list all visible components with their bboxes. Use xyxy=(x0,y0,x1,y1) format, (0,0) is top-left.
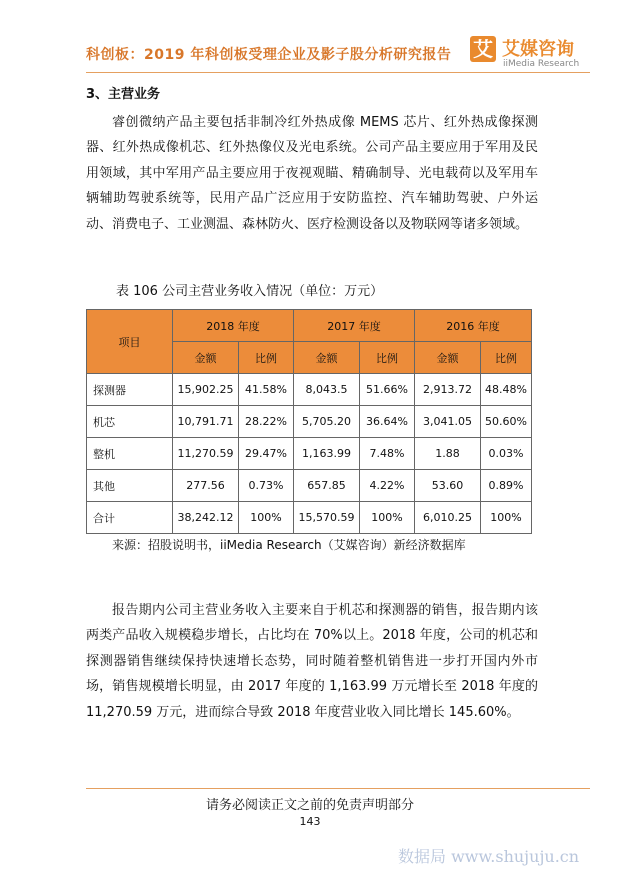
table-cell: 48.48% xyxy=(481,374,532,406)
page-number: 143 xyxy=(299,815,321,828)
table-cell: 15,570.59 xyxy=(294,502,360,534)
business-paragraph xyxy=(86,110,538,237)
row-label: 其他 xyxy=(87,470,173,502)
table-cell: 51.66% xyxy=(360,374,415,406)
table-cell: 29.47% xyxy=(239,438,294,470)
table-cell: 100% xyxy=(360,502,415,534)
table-cell: 6,010.25 xyxy=(415,502,481,534)
table-cell: 100% xyxy=(239,502,294,534)
table-cell: 0.89% xyxy=(481,470,532,502)
table-cell: 38,242.12 xyxy=(173,502,239,534)
table-cell: 2,913.72 xyxy=(415,374,481,406)
table-cell: 100% xyxy=(481,502,532,534)
table-cell: 11,270.59 xyxy=(173,438,239,470)
row-label: 机芯 xyxy=(87,406,173,438)
table-total-row xyxy=(87,502,532,534)
row-label: 合计 xyxy=(87,502,173,534)
table-row xyxy=(87,406,532,438)
logo-chinese-name: 艾媒咨询 xyxy=(502,39,574,60)
amount-header: 金额 xyxy=(173,342,239,374)
report-title: 科创板：2019 年科创板受理企业及影子股分析研究报告 xyxy=(86,47,452,63)
table-cell: 15,902.25 xyxy=(173,374,239,406)
table-source: 来源：招股说明书，iiMedia Research（艾媒咨询）新经济数据库 xyxy=(112,538,466,552)
table-cell: 277.56 xyxy=(173,470,239,502)
row-label: 探测器 xyxy=(87,374,173,406)
year-header: 2017 年度 xyxy=(294,310,415,342)
table-cell: 41.58% xyxy=(239,374,294,406)
table-cell: 0.73% xyxy=(239,470,294,502)
header-divider xyxy=(86,72,590,73)
table-cell: 657.85 xyxy=(294,470,360,502)
table-cell: 0.03% xyxy=(481,438,532,470)
row-label: 整机 xyxy=(87,438,173,470)
table-cell: 28.22% xyxy=(239,406,294,438)
table-cell: 5,705.20 xyxy=(294,406,360,438)
watermark: 数据局 www.shujuju.cn xyxy=(398,847,580,866)
table-cell: 10,791.71 xyxy=(173,406,239,438)
business-paragraph-text: 睿创微纳产品主要包括非制冷红外热成像 MEMS 芯片、红外热成像探测器、红外热成像机芯、红外热像仪及光电系统。公司产品主要应用于军用及民用领域，其中军用产品主要应用于夜视观瞄、精确制导、光电载荷以及军用车辆辅助驾驶系统等，民用产品广泛应用于安防监控、汽车辅助驾驶、户外运动、消费电子、工业测温、森林防火、医疗检测设备以及物联网等诸多领域。 xyxy=(86,115,538,232)
table-cell: 36.64% xyxy=(360,406,415,438)
logo-english-name: iiMedia Research xyxy=(503,59,580,69)
year-header: 2018 年度 xyxy=(173,310,294,342)
table-cell: 53.60 xyxy=(415,470,481,502)
disclaimer-note: 请务必阅读正文之前的免责声明部分 xyxy=(205,798,414,813)
table-cell: 8,043.5 xyxy=(294,374,360,406)
table-header-row xyxy=(87,310,532,342)
table-cell: 1,163.99 xyxy=(294,438,360,470)
analysis-paragraph xyxy=(86,598,538,725)
amount-header: 金额 xyxy=(415,342,481,374)
table-cell: 3,041.05 xyxy=(415,406,481,438)
ratio-header: 比例 xyxy=(239,342,294,374)
year-header: 2016 年度 xyxy=(415,310,532,342)
table-row xyxy=(87,470,532,502)
table-cell: 1.88 xyxy=(415,438,481,470)
section-title: 3、主营业务 xyxy=(86,87,161,102)
ratio-header: 比例 xyxy=(360,342,415,374)
amount-header: 金额 xyxy=(294,342,360,374)
logo-mark-icon: 艾 xyxy=(470,36,496,62)
table-row xyxy=(87,438,532,470)
logo xyxy=(470,36,590,72)
table-caption: 表 106 公司主营业务收入情况（单位：万元） xyxy=(116,284,384,299)
table-cell: 4.22% xyxy=(360,470,415,502)
table-row xyxy=(87,374,532,406)
footer-divider xyxy=(86,788,590,789)
analysis-paragraph-text: 报告期内公司主营业务收入主要来自于机芯和探测器的销售，报告期内该两类产品收入规模稳步增长，占比均在 70%以上。2018 年度，公司的机芯和探测器销售继续保持快速增长态势，同时随着整机销售进一步打开国内外市场，销售规模增长明显，由 2017 年度的 1,163.99 万元增长至 2018 年度的 11,270.59 万元，进而综合导致 2018 年度营业收入同比增长 145.60%。 xyxy=(86,603,538,720)
table-cell: 50.60% xyxy=(481,406,532,438)
item-header: 项目 xyxy=(87,310,173,374)
ratio-header: 比例 xyxy=(481,342,532,374)
revenue-table xyxy=(86,309,532,534)
table-cell: 7.48% xyxy=(360,438,415,470)
